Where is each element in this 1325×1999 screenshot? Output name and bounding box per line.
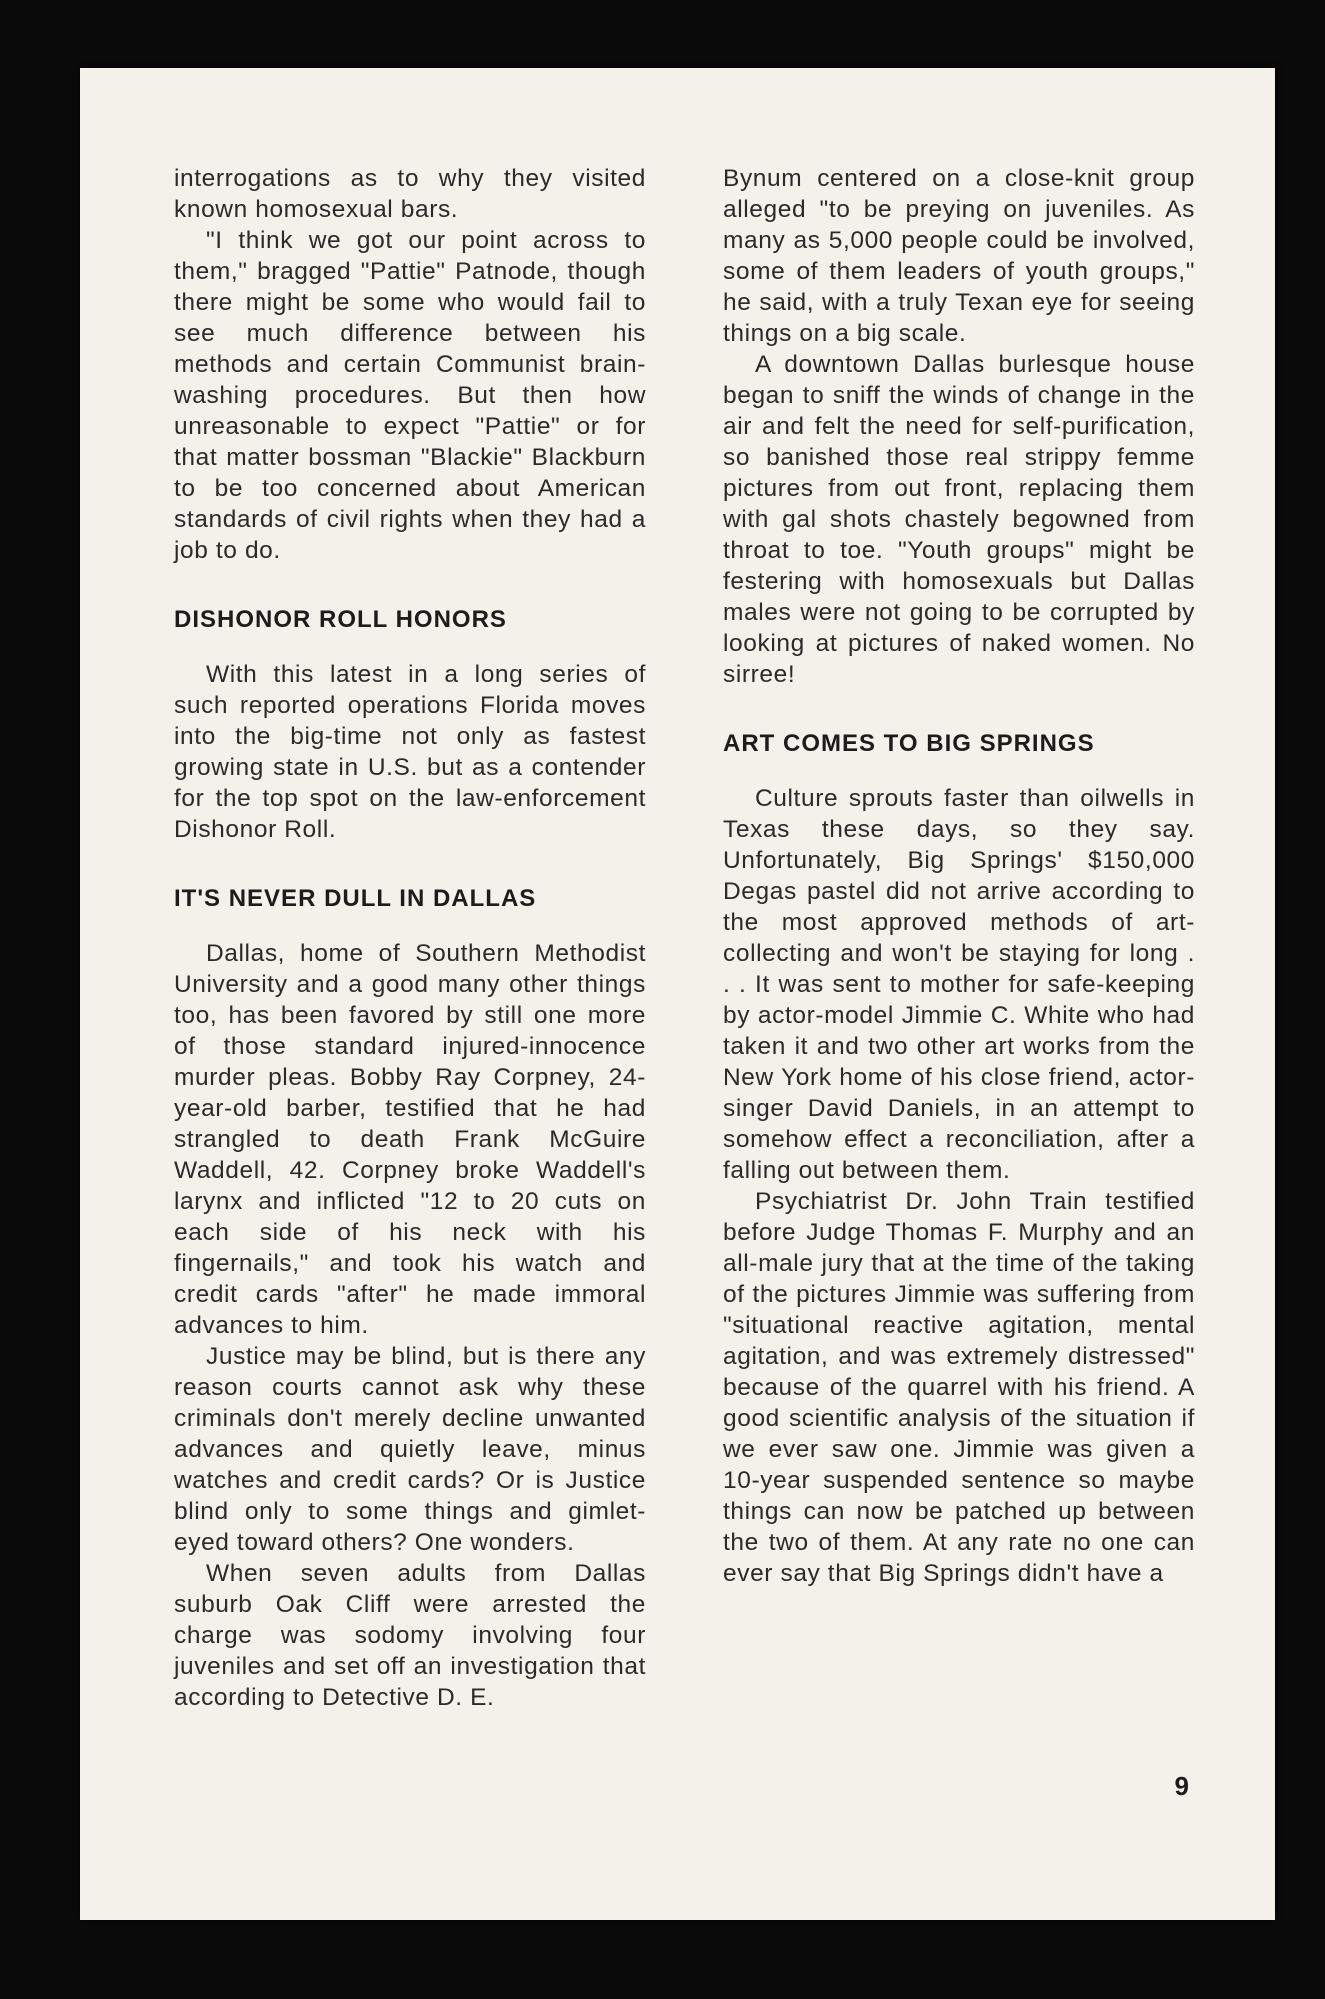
paragraph: When seven adults from Dallas suburb Oak Cliff were arrested the charge was sodomy involving four juveniles and set off an investigation that according to Detective D. E. (174, 1560, 646, 1711)
paragraph: "I think we got our point across to them," bragged "Pattie" Patnode, though there might be some who would fail to see much difference between his methods and certain Communist brain-washing procedures. But then how unreasonable to expect "Pattie" or for that matter bossman "Blackie" Blackburn to be too concerned about American standards of civil rights when they had a job to do. (174, 227, 646, 564)
paragraph: A downtown Dallas burlesque house began to sniff the winds of change in the air and felt the need for self-purification, so banished those real strippy femme pictures from out front, replacing them with gal shots chastely begowned from throat to toe. "Youth groups" might be festering with homosexuals but Dallas males were not going to be corrupted by looking at pictures of naked women. No sirree! (723, 351, 1195, 688)
paragraph: Bynum centered on a close-knit group alleged "to be preying on juveniles. As many as 5,000 people could be involved, some of them leaders of youth groups," he said, with a truly Texan eye for seeing things on a big scale. (723, 165, 1195, 347)
book-page (80, 68, 1275, 1920)
paragraph: interrogations as to why they visited known homosexual bars. (174, 165, 646, 223)
paragraph: Culture sprouts faster than oilwells in Texas these days, so they say. Unfortunately, Big Springs' $150,000 Degas pastel did not arrive according to the most approved methods of art-collecting and won't be staying for long . . . It was sent to mother for safe-keeping by actor-model Jimmie C. White who had taken it and two other art works from the New York home of his close friend, actor-singer David Daniels, in an attempt to somehow effect a reconciliation, after a falling out between them. (723, 785, 1195, 1184)
page-number: 9 (1174, 1771, 1189, 1801)
right-column (723, 163, 1195, 1589)
paragraph: Psychiatrist Dr. John Train testified before Judge Thomas F. Murphy and an all-male jury that at the time of the taking of the pictures Jimmie was suffering from "situational reactive agitation, mental agitation, and was extremely distressed" because of the quarrel with his friend. A good scientific analysis of the situation if we ever saw one. Jimmie was given a 10-year suspended sentence so maybe things can now be patched up between the two of them. At any rate no one can ever say that Big Springs didn't have a (723, 1188, 1195, 1587)
paragraph: Justice may be blind, but is there any reason courts cannot ask why these criminals don't merely decline unwanted advances and quietly leave, minus watches and credit cards? Or is Justice blind only to some things and gimlet-eyed toward others? One wonders. (174, 1343, 646, 1556)
section-heading: DISHONOR ROLL HONORS (174, 606, 507, 633)
section-heading: ART COMES TO BIG SPRINGS (723, 730, 1095, 757)
section-heading: IT'S NEVER DULL IN DALLAS (174, 885, 537, 912)
paragraph: With this latest in a long series of such reported operations Florida moves into the big-time not only as fastest growing state in U.S. but as a contender for the top spot on the law-enforcement Dishonor Roll. (174, 661, 646, 843)
left-column (174, 163, 646, 1713)
paragraph: Dallas, home of Southern Methodist University and a good many other things too, has been favored by still one more of those standard injured-innocence murder pleas. Bobby Ray Corpney, 24-year-old barber, testified that he had strangled to death Frank McGuire Waddell, 42. Corpney broke Waddell's larynx and inflicted "12 to 20 cuts on each side of his neck with his fingernails," and took his watch and credit cards "after" he made immoral advances to him. (174, 940, 646, 1339)
